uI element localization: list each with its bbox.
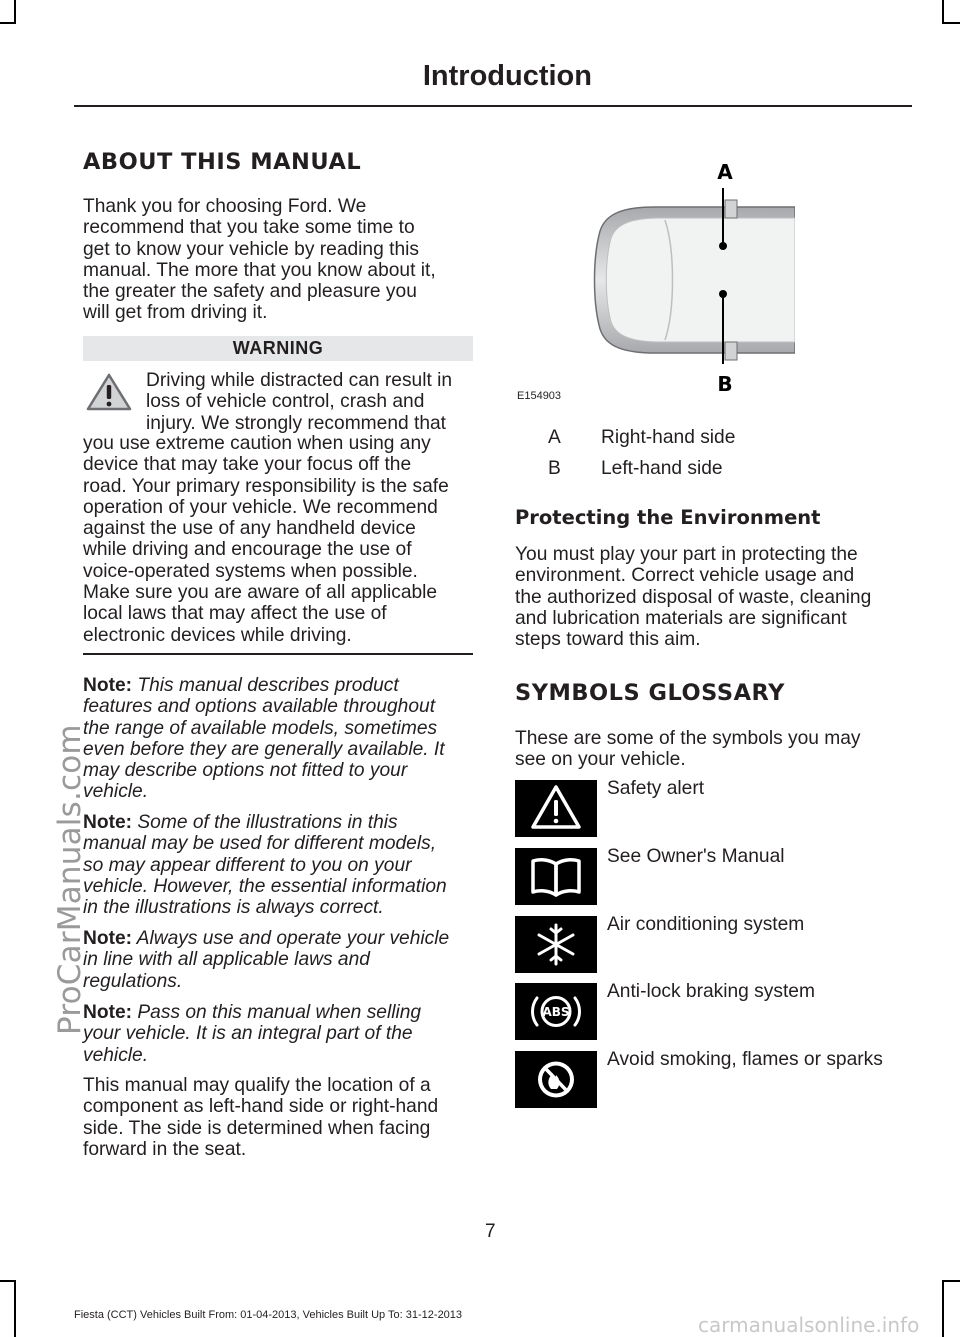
text-line: component as left-hand side or right-hand bbox=[83, 1096, 439, 1118]
figure-code: E154903 bbox=[517, 390, 562, 402]
owners-manual-icon bbox=[515, 848, 597, 905]
environment-heading: Protecting the Environment bbox=[515, 506, 821, 529]
figure-label-a: A bbox=[717, 160, 733, 184]
text-line: device that may take your focus off the bbox=[83, 454, 412, 476]
warning-text bbox=[146, 370, 476, 434]
symbol-label: Anti-lock braking system bbox=[607, 981, 815, 1002]
note-label: Note: bbox=[83, 928, 133, 949]
text-line: Always use and operate your vehicle bbox=[136, 928, 450, 949]
note-label: Note: bbox=[83, 812, 133, 833]
text-line: Pass on this manual when selling bbox=[137, 1002, 422, 1023]
site-watermark: carmanualsonline.info bbox=[698, 1313, 920, 1337]
text-line: will get from driving it. bbox=[83, 302, 268, 324]
crop-mark bbox=[0, 1280, 16, 1282]
text-line: vehicle. However, the essential information bbox=[83, 875, 447, 897]
symbol-label: Avoid smoking, flames or sparks bbox=[607, 1049, 883, 1070]
text-line: local laws that may affect the use of bbox=[83, 603, 387, 625]
abs-icon bbox=[515, 983, 597, 1040]
text-line: This manual may qualify the location of a bbox=[83, 1075, 431, 1096]
text-line: You must play your part in protecting the bbox=[515, 544, 858, 565]
symbols-intro bbox=[515, 728, 915, 771]
text-line: features and options available throughout bbox=[83, 696, 436, 718]
text-line: voice-operated systems when possible. bbox=[83, 560, 418, 582]
page-number: 7 bbox=[485, 1221, 496, 1242]
symbols-heading: SYMBOLS GLOSSARY bbox=[515, 680, 785, 706]
air-conditioning-icon bbox=[515, 916, 597, 973]
text-line: vehicle. bbox=[83, 781, 149, 803]
crop-mark bbox=[0, 22, 16, 24]
text-line: get to know your vehicle by reading this bbox=[83, 238, 419, 260]
text-line: see on your vehicle. bbox=[515, 749, 686, 771]
text-line: operation of your vehicle. We recommend bbox=[83, 496, 438, 518]
text-line: vehicle. bbox=[83, 1044, 149, 1066]
text-line: recommend that you take some time to bbox=[83, 217, 415, 239]
text-line: environment. Correct vehicle usage and bbox=[515, 565, 855, 587]
text-line: you use extreme caution when using any bbox=[83, 433, 431, 454]
safety-alert-icon bbox=[515, 780, 597, 837]
text-line: electronic devices while driving. bbox=[83, 624, 352, 646]
side-watermark: ProCarManuals.com bbox=[52, 724, 88, 1035]
vehicle-sides-illustration bbox=[515, 160, 795, 406]
note-paragraph bbox=[83, 675, 478, 803]
symbol-label: Air conditioning system bbox=[607, 914, 805, 935]
text-line: road. Your primary responsibility is the safe bbox=[83, 475, 449, 497]
crop-mark bbox=[942, 0, 944, 24]
warning-text bbox=[83, 433, 475, 646]
note-paragraph bbox=[83, 812, 478, 918]
text-line: the authorized disposal of waste, cleaning bbox=[515, 586, 872, 608]
text-line: your vehicle. It is an integral part of the bbox=[83, 1023, 413, 1045]
crop-mark bbox=[942, 1280, 944, 1337]
text-line: and lubrication materials are significant bbox=[515, 607, 847, 629]
text-line: against the use of any handheld device bbox=[83, 518, 416, 540]
text-line: Driving while distracted can result in bbox=[146, 370, 453, 391]
legend-label: Right-hand side bbox=[601, 427, 736, 448]
figure-label-b: B bbox=[717, 372, 733, 396]
text-line: while driving and encourage the use of bbox=[83, 539, 412, 561]
text-line: side. The side is determined when facing bbox=[83, 1117, 431, 1139]
text-line: the greater the safety and pleasure you bbox=[83, 281, 417, 303]
sides-paragraph bbox=[83, 1075, 478, 1160]
crop-mark bbox=[14, 0, 16, 24]
warning-triangle-icon bbox=[85, 372, 133, 412]
page-footer: Fiesta (CCT) Vehicles Built From: 01-04-2013, Vehicles Built Up To: 31-12-2013 bbox=[74, 1309, 463, 1321]
text-line: Make sure you are aware of all applicable bbox=[83, 582, 438, 604]
no-smoking-flames-sparks-icon bbox=[515, 1051, 597, 1108]
abs-icon-text: ABS bbox=[542, 1005, 570, 1019]
text-line: injury. We strongly recommend that bbox=[146, 412, 447, 434]
warning-label: WARNING bbox=[83, 336, 473, 361]
note-label: Note: bbox=[83, 1002, 133, 1023]
legend-key: B bbox=[548, 458, 561, 479]
legend-key: A bbox=[548, 427, 561, 448]
note-paragraph bbox=[83, 1002, 478, 1066]
text-line: Thank you for choosing Ford. We bbox=[83, 196, 367, 217]
text-line: in line with all applicable laws and bbox=[83, 949, 370, 971]
note-label: Note: bbox=[83, 675, 133, 696]
warning-divider bbox=[83, 653, 473, 655]
page-title: Introduction bbox=[422, 60, 592, 92]
crop-mark bbox=[14, 1280, 16, 1337]
header-divider bbox=[74, 105, 912, 107]
crop-mark bbox=[942, 22, 960, 24]
text-line: steps toward this aim. bbox=[515, 629, 701, 651]
note-paragraph bbox=[83, 928, 478, 992]
text-line: so may appear different to you on your bbox=[83, 854, 412, 876]
legend-label: Left-hand side bbox=[601, 458, 723, 479]
environment-paragraph bbox=[515, 544, 915, 650]
text-line: These are some of the symbols you may bbox=[515, 728, 861, 749]
crop-mark bbox=[942, 1280, 960, 1282]
text-line: the range of available models, sometimes bbox=[83, 717, 438, 739]
text-line: manual. The more that you know about it, bbox=[83, 259, 436, 281]
text-line: may describe options not fitted to your bbox=[83, 760, 408, 782]
text-line: in the illustrations is always correct. bbox=[83, 897, 384, 919]
text-line: This manual describes product bbox=[137, 675, 399, 696]
text-line: Some of the illustrations in this bbox=[137, 812, 398, 833]
text-line: loss of vehicle control, crash and bbox=[146, 391, 425, 413]
text-line: forward in the seat. bbox=[83, 1138, 247, 1160]
text-line: even before they are generally available. It bbox=[83, 738, 445, 760]
text-line: manual may be used for different models, bbox=[83, 833, 437, 855]
about-intro bbox=[83, 196, 478, 324]
about-heading: ABOUT THIS MANUAL bbox=[83, 149, 362, 175]
symbol-label: See Owner's Manual bbox=[607, 846, 785, 867]
symbol-label: Safety alert bbox=[607, 778, 705, 799]
text-line: regulations. bbox=[83, 970, 183, 992]
